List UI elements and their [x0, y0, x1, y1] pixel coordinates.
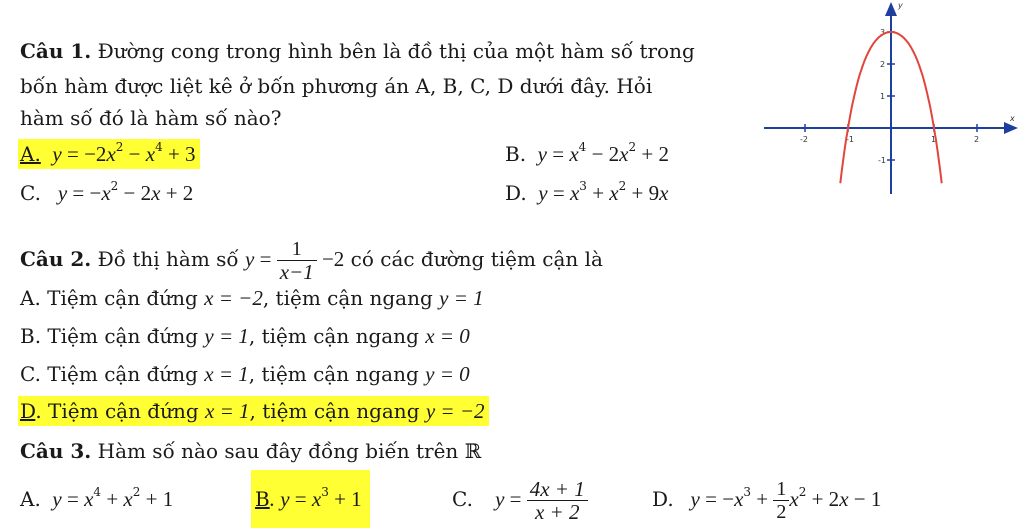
q2-option-c[interactable]: C. Tiệm cận đứng x = 1, tiệm cận ngang y = 0 — [20, 362, 470, 386]
x-tick-label: -1 — [846, 135, 854, 144]
q3-option-c[interactable]: C. y = $\frac{4x + 1}{x + 2}$ — [452, 473, 588, 525]
q3-title: Câu 3. — [20, 439, 92, 463]
q1-option-a-label: A. — [20, 142, 41, 166]
q1-line3: hàm số đó là hàm số nào? — [20, 106, 282, 130]
q1-option-a[interactable]: A. $y = -2x^2 - x^4 + 3$ — [18, 139, 200, 169]
q1-option-d-label: D. — [505, 181, 527, 205]
q1-line1 — [20, 38, 695, 64]
q3-text: Hàm số nào sau đây đồng biến trên ℝ — [91, 439, 482, 463]
y-axis-label: y — [898, 1, 903, 10]
y-tick-label: -1 — [878, 156, 886, 165]
q2-title: Câu 2. — [20, 247, 92, 271]
x-tick-label: 2 — [974, 135, 980, 144]
q3-stem — [20, 438, 481, 464]
q1-line2: bốn hàm được liệt kê ở bốn phương án A, B, C, D dưới đây. Hỏi — [20, 74, 653, 98]
q2-stem: Câu 2. Đồ thị hàm số y = $\frac{1}{x-1}$ −2 có các đường tiệm cận là — [20, 238, 603, 284]
y-tick-label: 3 — [880, 28, 886, 37]
q2-text-after: có các đường tiệm cận là — [344, 247, 603, 271]
q3-option-b[interactable]: B. $y = x^3 + 1$ — [251, 470, 370, 528]
q1-option-b[interactable]: B. $y = x^4 - 2x^2 + 2$ — [505, 140, 669, 166]
q2-option-a[interactable]: A. Tiệm cận đứng x = −2, tiệm cận ngang y = 1 — [20, 286, 484, 310]
y-tick-label: 2 — [880, 60, 886, 69]
q2-option-b[interactable]: B. Tiệm cận đứng y = 1, tiệm cận ngang x = 0 — [20, 324, 470, 348]
q1-text1: Đường cong trong hình bên là đồ thị của một hàm số trong — [91, 39, 695, 63]
y-tick-label: 1 — [880, 92, 886, 101]
x-axis-label: x — [1010, 114, 1015, 123]
x-tick-label: 1 — [931, 135, 937, 144]
q2-option-d[interactable]: D. Tiệm cận đứng x = 1, tiệm cận ngang y = −2 — [18, 396, 489, 426]
q1-option-b-label: B. — [505, 142, 527, 166]
parabola-graph — [760, 0, 1022, 196]
q2-text-before: Đồ thị hàm số — [91, 247, 246, 271]
q1-option-c[interactable]: C. $y = -x^2 - 2x + 2$ — [20, 179, 194, 205]
q2-fraction: $\frac{1}{x-1}$ — [277, 238, 317, 283]
q1-option-d[interactable]: D. $y = x^3 + x^2 + 9x$ — [505, 179, 669, 205]
q3-option-a[interactable]: A. $y = x^4 + x^2 + 1$ — [20, 485, 174, 511]
x-tick-label: -2 — [800, 135, 808, 144]
q3-option-d[interactable]: D. $y = -x^3$ + $\frac{1}{2}$ $x^2 + 2x - 1$ — [652, 478, 882, 523]
q1-title: Câu 1. — [20, 39, 92, 63]
q1-option-c-label: C. — [20, 181, 41, 205]
